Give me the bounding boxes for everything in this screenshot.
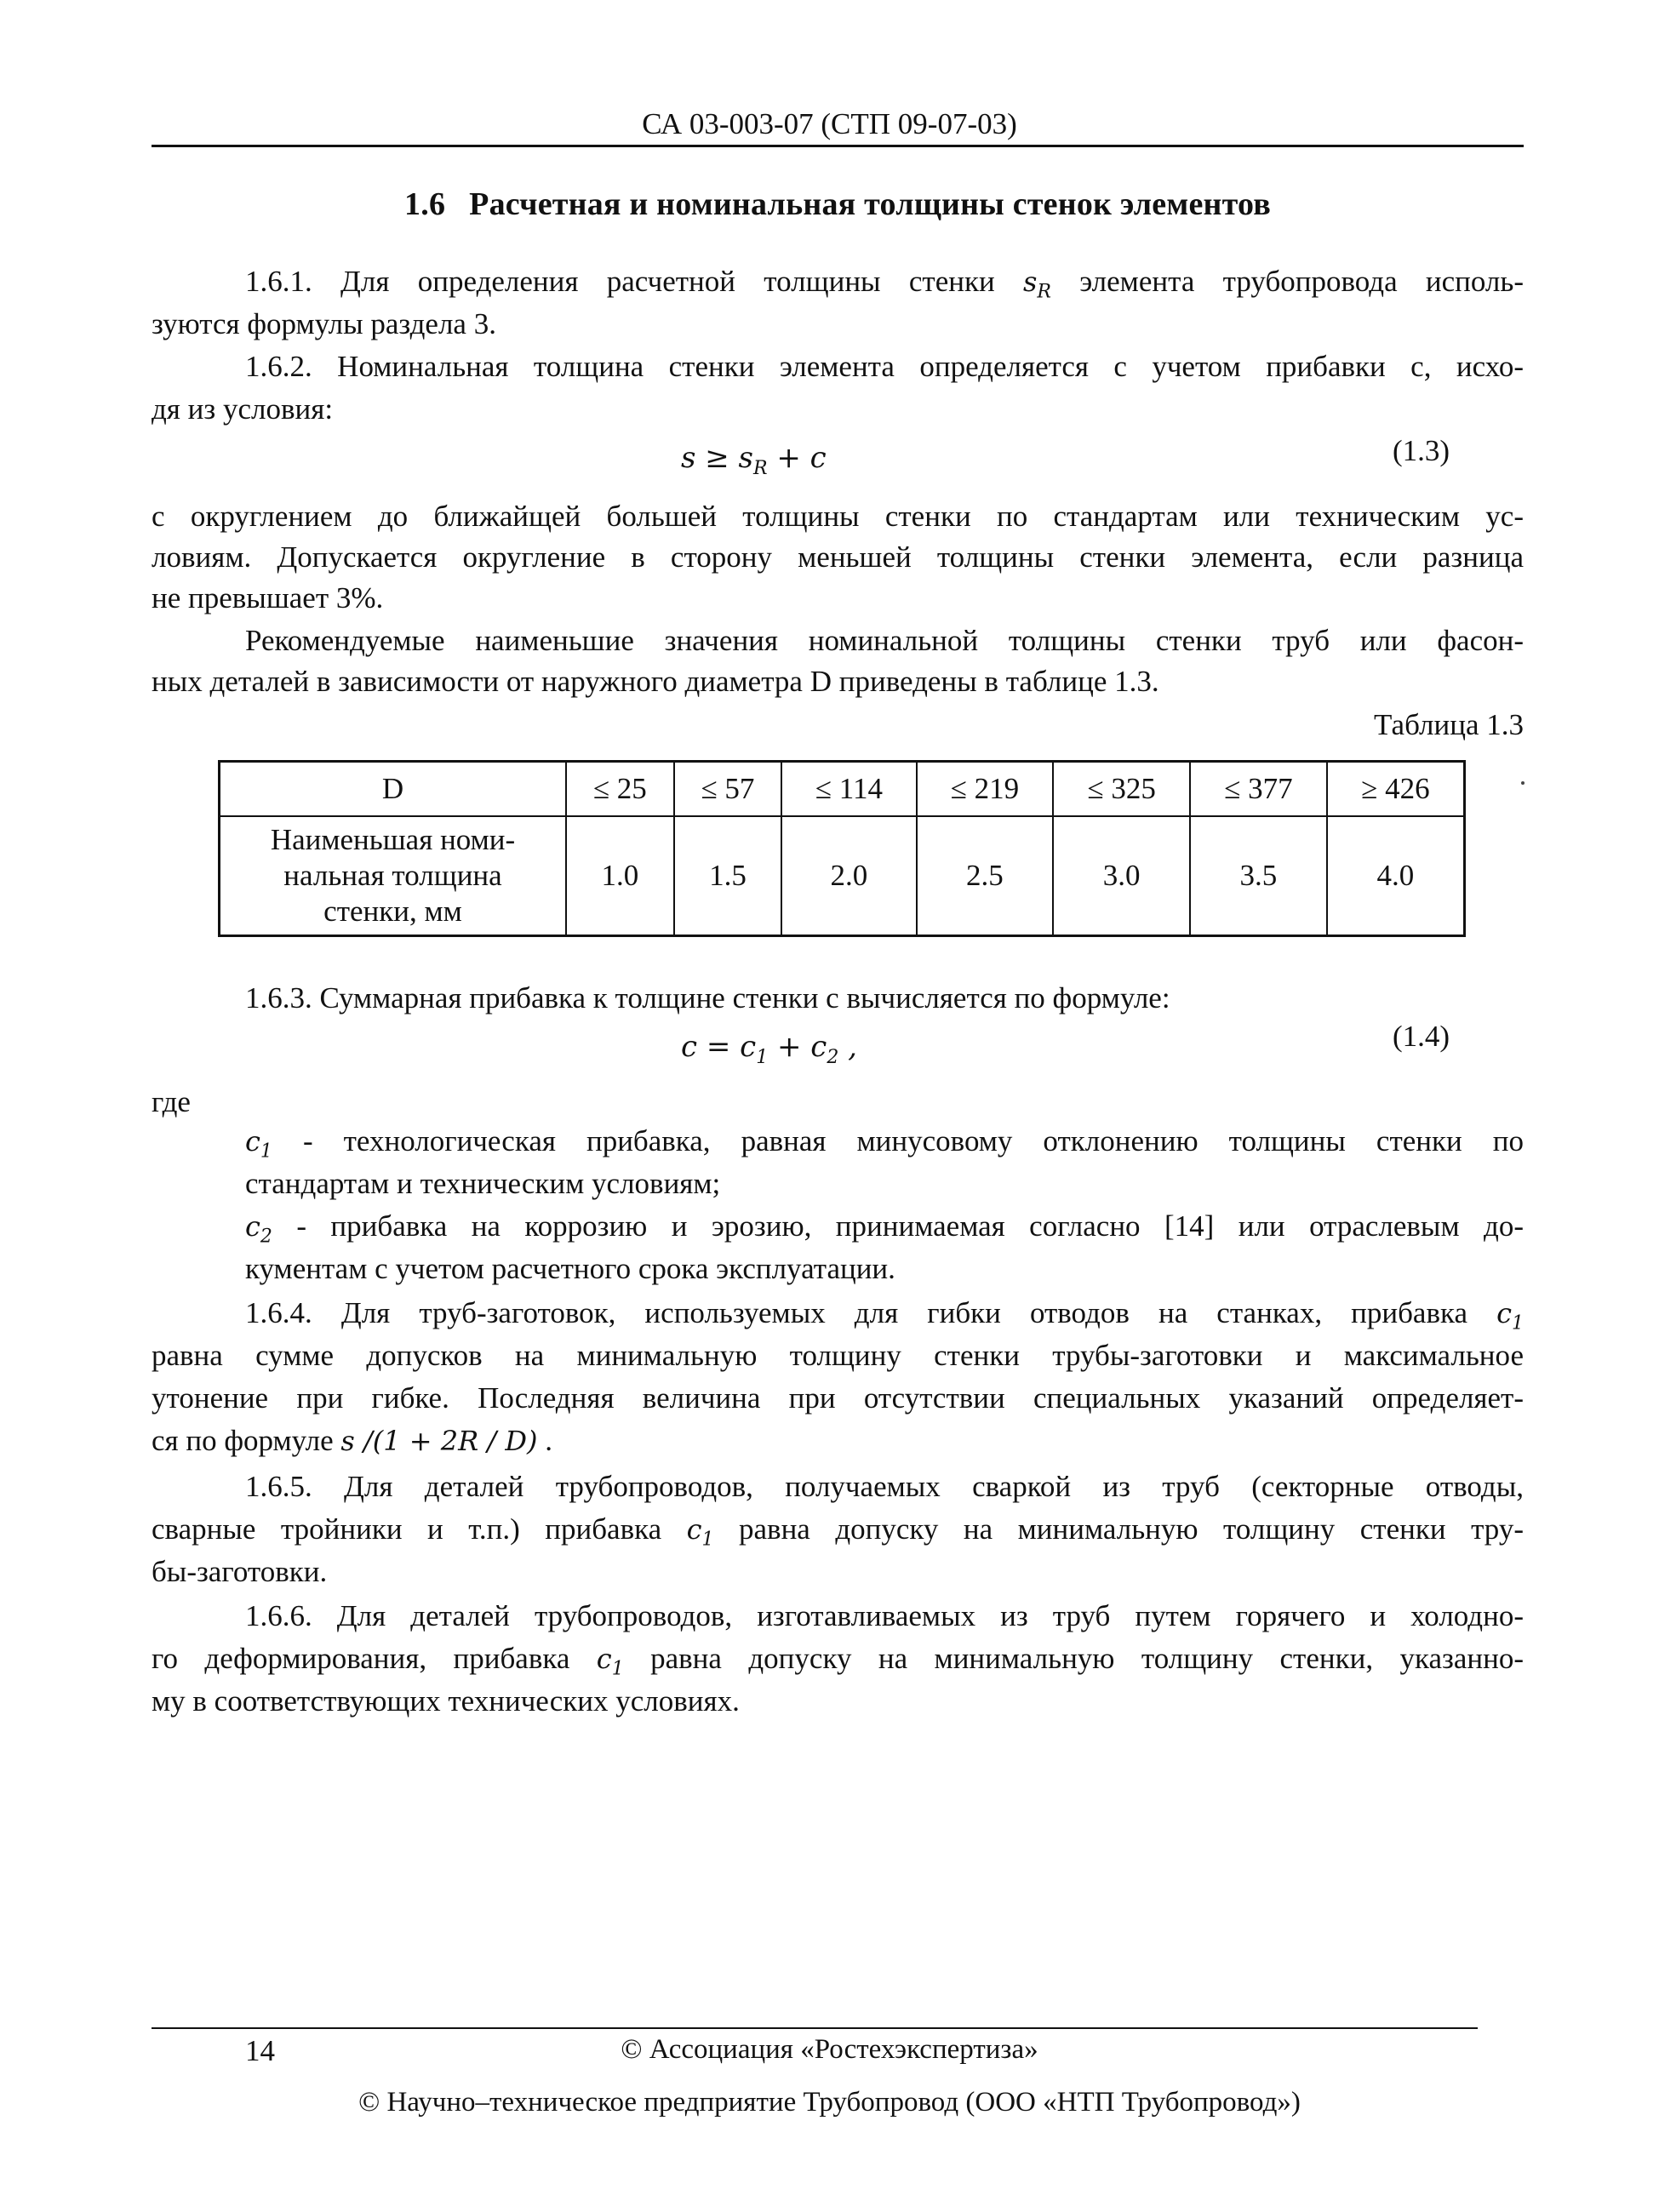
table-header-cell: ≤ 114 [781,762,916,817]
page-number: 14 [245,2034,275,2067]
section-heading [152,186,1524,223]
p165-line1: 1.6.5. Для деталей трубопроводов, получаемых сваркой из труб (секторные отводы, [245,1470,1524,1503]
p161-text-b: элемента трубопровода исполь- [1079,265,1525,298]
p-recommend-line1: Рекомендуемые наименьшие значения номинальной толщины стенки труб или фасон- [245,624,1524,657]
section-number: 1.6 [404,186,446,222]
p163-line1: 1.6.3. Суммарная прибавка к толщине стенки c вычисляется по формуле: [245,981,1170,1015]
table-header-cell: ≤ 377 [1190,762,1327,817]
p-round-line3: не превышает 3%. [152,581,384,614]
p164-line1: 1.6.4. Для труб-заготовок, используемых для гибки отводов на станках, прибавка $c_1$ [245,1296,1524,1335]
table-header-cell: ≥ 426 [1327,762,1465,817]
c1-symbol: $c_1$ [245,1125,272,1163]
p166-line3: му в соответствующих технических условиях. [152,1684,740,1718]
table-cell: 3.0 [1053,816,1190,936]
table-cell: 3.5 [1190,816,1327,936]
formula-1-3: $s \ge s_R + c$ [681,441,827,479]
footer-association: © Ассоциация «Ростехэкспертиза» [621,2034,1038,2065]
def-c1-line2: стандартам и техническим условиям; [245,1167,721,1200]
p165-line2: сварные тройники и т.п.) прибавка $c_1$ равна допуску на минимальную толщину стенки тру- [152,1512,1524,1551]
table-cell: 2.0 [781,816,916,936]
table-caption: Таблица 1.3 [1374,708,1524,741]
table-cell: 1.5 [674,816,782,936]
p166-line1: 1.6.6. Для деталей трубопроводов, изготавливаемых из труб путем горячего и холодно- [245,1599,1524,1632]
formula-1-3-number: (1.3) [1393,434,1450,467]
footer-rule [152,2027,1478,2029]
table-header-cell: ≤ 219 [917,762,1054,817]
wall-thickness-table [218,760,1466,937]
section-title: Расчетная и номинальная толщины стенок элементов [469,186,1271,222]
table-header-label: D [220,762,567,817]
table-header-cell: ≤ 25 [566,762,674,817]
document-code-header: СА 03-003-07 (СТП 09-07-03) [642,107,1017,140]
p-recommend-line2: ных деталей в зависимости от наружного диаметра D приведены в таблице 1.3. [152,665,1159,698]
table-header-cell: ≤ 325 [1053,762,1190,817]
table-cell: 4.0 [1327,816,1465,936]
table-row [220,816,1465,936]
def-c1-line1: $c_1$ - технологическая прибавка, равная минусовому отклонению толщины стенки по [245,1124,1524,1163]
def-c2-line2: кументам с учетом расчетного срока эксплуатации. [245,1252,895,1285]
footer-enterprise: © Научно–техническое предприятие Трубопровод (ООО «НТП Трубопровод») [358,2087,1301,2118]
p161-text-a: 1.6.1. Для определения расчетной толщины стенки [245,265,995,298]
thinning-formula: s /(1 + 2R / D) [340,1425,538,1457]
sR-symbol: $s_R$ [1023,266,1051,303]
c2-symbol: $c_2$ [245,1210,272,1248]
p164-line2: равна сумме допусков на минимальную толщину стенки трубы-заготовки и максимальное [152,1339,1524,1372]
header-rule [152,145,1524,147]
p-round-line2: ловиям. Допускается округление в сторону меньшей толщины стенки элемента, если разница [152,540,1524,574]
where-label: где [152,1085,191,1118]
formula-1-4-number: (1.4) [1393,1020,1450,1053]
p-round-line1: с округлением до ближайщей большей толщины стенки по стандартам или техническим ус- [152,500,1524,533]
p162-line2: дя из условия: [152,392,334,426]
p164-line4: ся по формуле s /(1 + 2R / D) . [152,1424,552,1457]
p165-line3: бы-заготовки. [152,1555,328,1588]
p166-line2: го деформирования, прибавка $c_1$ равна допуску на минимальную толщину стенки, указанно- [152,1642,1525,1680]
formula-1-4: $c = c_1 + c_2$ , [681,1030,857,1068]
scan-speck [1521,781,1525,785]
table-header-cell: ≤ 57 [674,762,782,817]
table-cell: 1.0 [566,816,674,936]
p161-line2: зуются формулы раздела 3. [152,307,496,340]
table-row-label: Наименьшая номи- нальная толщина стенки, мм [220,816,567,936]
table-cell: 2.5 [917,816,1054,936]
p162-line1: 1.6.2. Номинальная толщина стенки элемента определяется с учетом прибавки c, исхо- [245,350,1524,383]
table-header-row [220,762,1465,817]
def-c2-line1: $c_2$ - прибавка на коррозию и эрозию, принимаемая согласно [14] или отраслевым до- [245,1209,1524,1248]
p164-line3: утонение при гибке. Последняя величина при отсутствии специальных указаний определяет- [152,1381,1524,1415]
